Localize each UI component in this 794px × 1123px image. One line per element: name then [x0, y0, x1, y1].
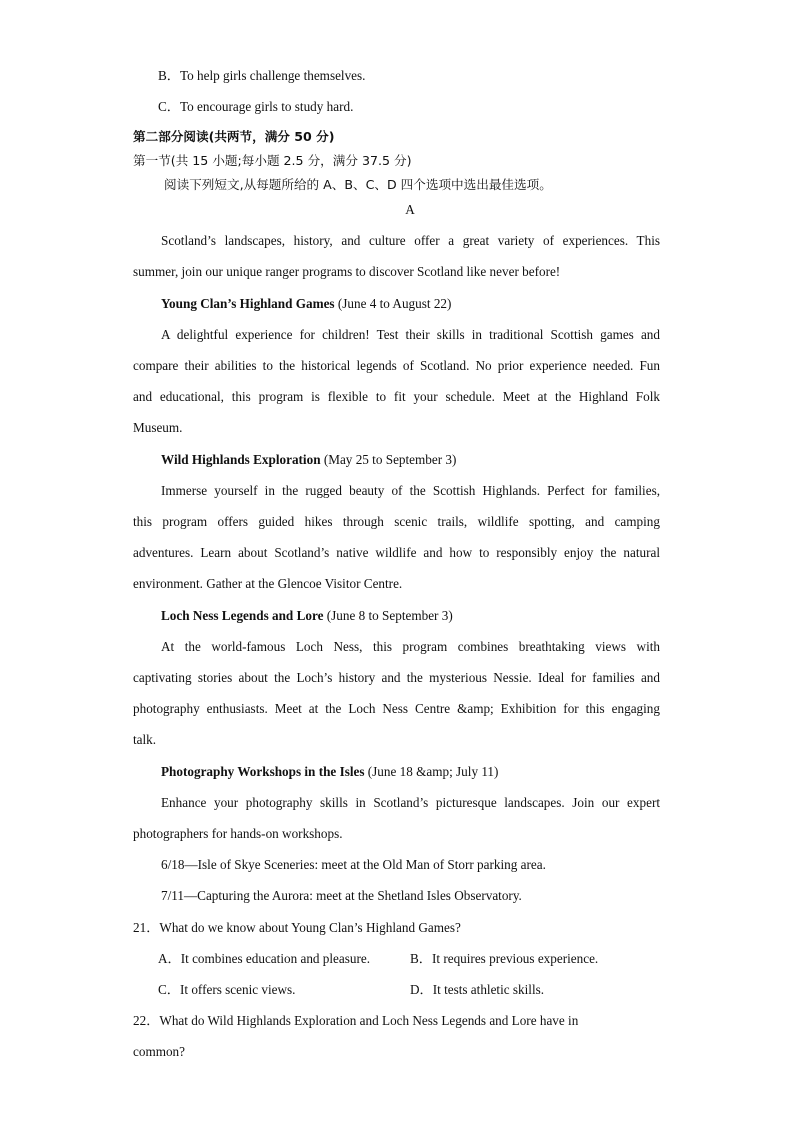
- question-stem: 22．What do Wild Highlands Exploration and Loch Ness Legends and Lore have in: [133, 1013, 579, 1028]
- program-text-line: At the world-famous Loch Ness, this program combines breathtaking views with: [161, 639, 660, 654]
- program-heading: [161, 451, 456, 469]
- question-option-a: A．It combines education and pleasure.: [158, 951, 371, 966]
- program-text-line: environment. Gather at the Glencoe Visitor Centre.: [133, 576, 403, 591]
- program-title: Young Clan’s Highland Games: [161, 296, 335, 311]
- question-option-d: D．It tests athletic skills.: [410, 982, 545, 997]
- program-title: Wild Highlands Exploration: [161, 452, 321, 467]
- program-text-line: Enhance your photography skills in Scotland’s picturesque landscapes. Join our expert: [161, 795, 660, 810]
- program-title: Photography Workshops in the Isles: [161, 764, 365, 779]
- program-text-line: adventures. Learn about Scotland’s native wildlife and how to responsibly enjoy the natural: [133, 545, 660, 560]
- program-text-line: photography enthusiasts. Meet at the Loch Ness Centre &amp; Exhibition for this engaging: [133, 701, 660, 716]
- question-stem: common?: [133, 1044, 186, 1059]
- program-dates: (June 18 &amp; July 11): [364, 764, 499, 779]
- program-text-line: A delightful experience for children! Test their skills in traditional Scottish games and: [161, 327, 660, 342]
- program-heading: [161, 607, 453, 625]
- passage-intro-line: Scotland’s landscapes, history, and culture offer a great variety of experiences. This: [161, 233, 660, 248]
- passage-label: A: [405, 202, 415, 217]
- program-text-line: captivating stories about the Loch’s history and the mysterious Nessie. Ideal for families and: [133, 670, 660, 685]
- question-option-c: C．It offers scenic views.: [158, 982, 296, 997]
- program-text-line: this program offers guided hikes through scenic trails, wildlife spotting, and camping: [133, 514, 660, 529]
- section-title: 第二部分阅读(共两节，满分 50 分): [133, 129, 335, 144]
- program-dates: (June 4 to August 22): [334, 296, 452, 311]
- program-heading: [161, 295, 451, 313]
- program-text-line: talk.: [133, 732, 157, 747]
- program-dates: (June 8 to September 3): [323, 608, 453, 623]
- program-text-line: compare their abilities to the historical legends of Scotland. No prior experience needed. Fun: [133, 358, 660, 373]
- question-option-b: B．It requires previous experience.: [410, 951, 599, 966]
- program-text-line: Immerse yourself in the rugged beauty of the Scottish Highlands. Perfect for families,: [161, 483, 660, 498]
- program-text-line: and educational, this program is flexible to fit your schedule. Meet at the Highland Folk: [133, 389, 660, 404]
- program-dates: (May 25 to September 3): [320, 452, 457, 467]
- schedule-item: 7/11—Capturing the Aurora: meet at the Shetland Isles Observatory.: [161, 888, 522, 903]
- section-subtitle: 第一节(共 15 小题;每小题 2.5 分，满分 37.5 分): [133, 153, 412, 168]
- schedule-item: 6/18—Isle of Skye Sceneries: meet at the Old Man of Storr parking area.: [161, 857, 546, 872]
- program-text-line: photographers for hands-on workshops.: [133, 826, 343, 841]
- passage-intro-line: summer, join our unique ranger programs to discover Scotland like never before!: [133, 264, 561, 279]
- program-title: Loch Ness Legends and Lore: [161, 608, 324, 623]
- question-stem: 21．What do we know about Young Clan’s Highland Games?: [133, 920, 461, 935]
- prev-option-b: B．To help girls challenge themselves.: [158, 68, 366, 83]
- program-text-line: Museum.: [133, 420, 183, 435]
- prev-option-c: C．To encourage girls to study hard.: [158, 99, 354, 114]
- program-heading: [161, 763, 498, 781]
- section-instruction: 阅读下列短文,从每题所给的 A、B、C、D 四个选项中选出最佳选项。: [164, 177, 552, 192]
